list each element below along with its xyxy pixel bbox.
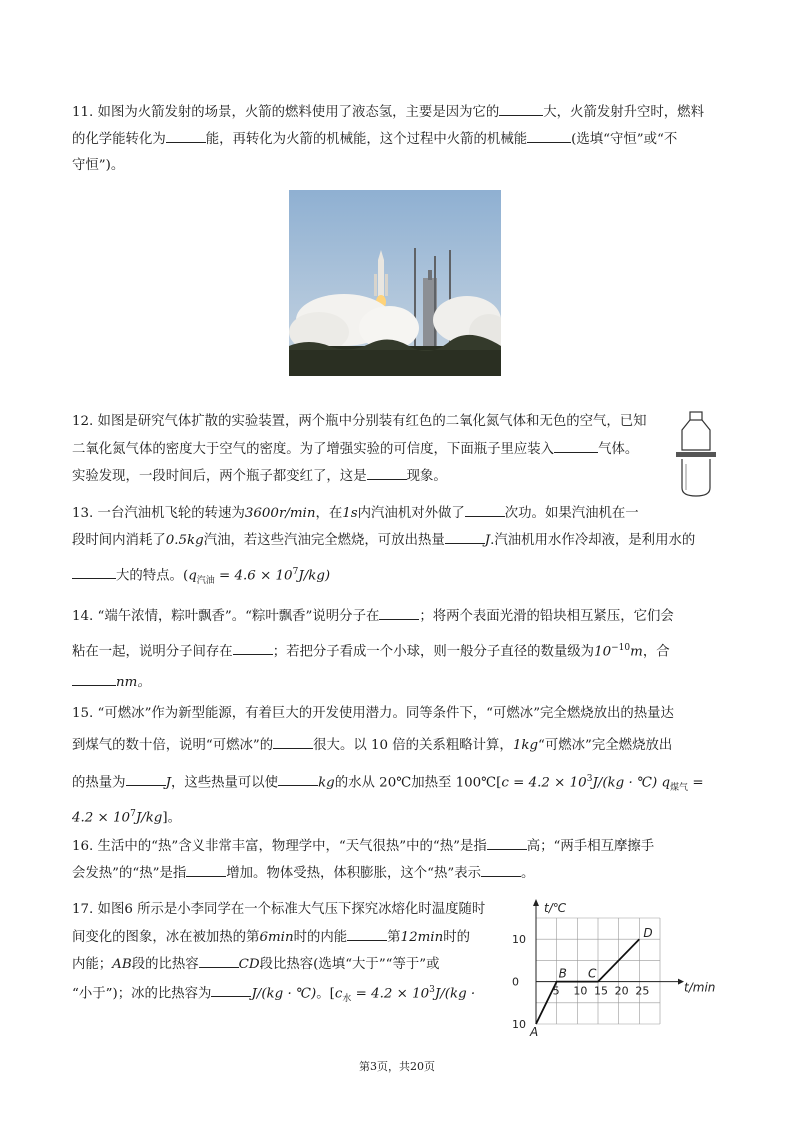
question-12: 12. 如图是研究气体扩散的实验装置，两个瓶中分别装有红色的二氧化氮气体和无色的空气，已知 二氧化氮气体的密度大于空气的密度。为了增强实验的可信度，下面瓶子里应装入 气体。 实验发现，一段时间后，两个瓶子都变红了，这是 现象。 xyxy=(72,414,647,484)
answer-blank[interactable] xyxy=(487,832,527,850)
x-tick-label: 10 xyxy=(573,984,588,998)
x-axis-label: t/min xyxy=(684,980,716,995)
answer-blank[interactable] xyxy=(273,731,313,749)
question-13: 13. 一台汽油机飞轮的转速为3600r/min，在1s内汽油机对外做了 次功。如果汽油机在一 段时间内消耗了0.5kg汽油，若这些汽油完全燃烧，可放出热量 J.汽油机用水作冷却液，是利用水的 大的特点。$(q_{汽油} = 4.6 \times 10^7J/kg)$ xyxy=(72,499,695,586)
answer-blank[interactable] xyxy=(445,526,485,544)
question-15: 15. “可燃冰”作为新型能源，有着巨大的开发使用潜力。同等条件下，“可燃冰”完全燃烧放出的热量达 到煤气的数十倍，说明“可燃冰”的 很大。以 10 倍的关系粗略计算，1kg“可燃冰”完全燃烧放出 的热量为 J，这些热量可以使 kg的水从 20℃加热至 100℃[c = $4.2 \times 10^3J/(kg$ · ℃) $q_{煤气}$ = $4.2 \times 10^7J/kg$]。 xyxy=(72,706,704,826)
answer-blank[interactable] xyxy=(481,859,521,877)
x-tick-label: 20 xyxy=(614,984,629,998)
page-footer: 第3页，共20页 xyxy=(359,1060,435,1073)
answer-blank[interactable] xyxy=(367,462,407,480)
y-tick-label: 10 xyxy=(512,1018,526,1031)
x-tick-label: 5 xyxy=(552,984,560,998)
gas-diffusion-bottles xyxy=(672,410,720,500)
y-axis-arrow xyxy=(533,899,539,906)
y-tick-label: 10 xyxy=(512,933,526,947)
point-label: B xyxy=(558,966,567,981)
point-label: C xyxy=(588,966,597,981)
x-tick-label: 25 xyxy=(635,984,650,998)
rocket-launch-photo xyxy=(289,190,501,376)
melting-curve-chart xyxy=(508,896,726,1044)
point-label: D xyxy=(643,926,653,941)
question-17: 17. 如图6 所示是小李同学在一个标准大气压下探究冰熔化时温度随时 间变化的图象，冰在被加热的第6min时的内能 第12min时的 内能；AB段的比热容 CD段比热容(选填“大于”“等于”或 “小于”)；冰的比热容为 J/(kg · ℃)。[$c_水 = 4.2 \times 10^3J/(kg$ · xyxy=(72,902,486,1005)
x-tick-label: 15 xyxy=(594,984,608,998)
point-label: A xyxy=(530,1025,539,1039)
answer-blank[interactable] xyxy=(199,950,239,968)
answer-blank[interactable] xyxy=(233,637,273,655)
question-16: 16. 生活中的“热”含义非常丰富，物理学中，“天气很热”中的“热”是指 高；“两手相互摩擦手 会发热”的“热”是指 增加。物体受热，体积膨胀，这个“热”表示 。 xyxy=(72,832,654,886)
question-14: 14. “端午浓情，粽叶飘香”。“粽叶飘香”说明分子在 ；将两个表面光滑的铅块相互紧压，它们会 粘在一起，说明分子间存在 ；若把分子看成一个小球，则一般分子直径的数量级为$10^{-10}m$，合 nm。 xyxy=(72,602,674,695)
answer-blank[interactable] xyxy=(379,602,419,620)
answer-blank[interactable] xyxy=(211,979,251,997)
y-axis-label: t/℃ xyxy=(544,901,567,915)
answer-blank[interactable] xyxy=(126,768,166,786)
answer-blank[interactable] xyxy=(72,561,116,579)
answer-blank[interactable] xyxy=(278,768,318,786)
answer-blank[interactable] xyxy=(527,125,571,143)
answer-blank[interactable] xyxy=(186,859,226,877)
y-tick-label: 0 xyxy=(512,975,519,989)
answer-blank[interactable] xyxy=(554,435,598,453)
answer-blank[interactable] xyxy=(465,499,505,517)
answer-blank[interactable] xyxy=(166,125,206,143)
answer-blank[interactable] xyxy=(72,668,116,686)
answer-blank[interactable] xyxy=(347,923,387,941)
question-11: 11. 如图为火箭发射的场景，火箭的燃料使用了液态氢，主要是因为它的 大，火箭发射升空时，燃料 的化学能转化为 能，再转化为火箭的机械能，这个过程中火箭的机械能 (选填“守恒”或“不 守恒”)。 xyxy=(72,98,704,179)
answer-blank[interactable] xyxy=(499,98,543,116)
